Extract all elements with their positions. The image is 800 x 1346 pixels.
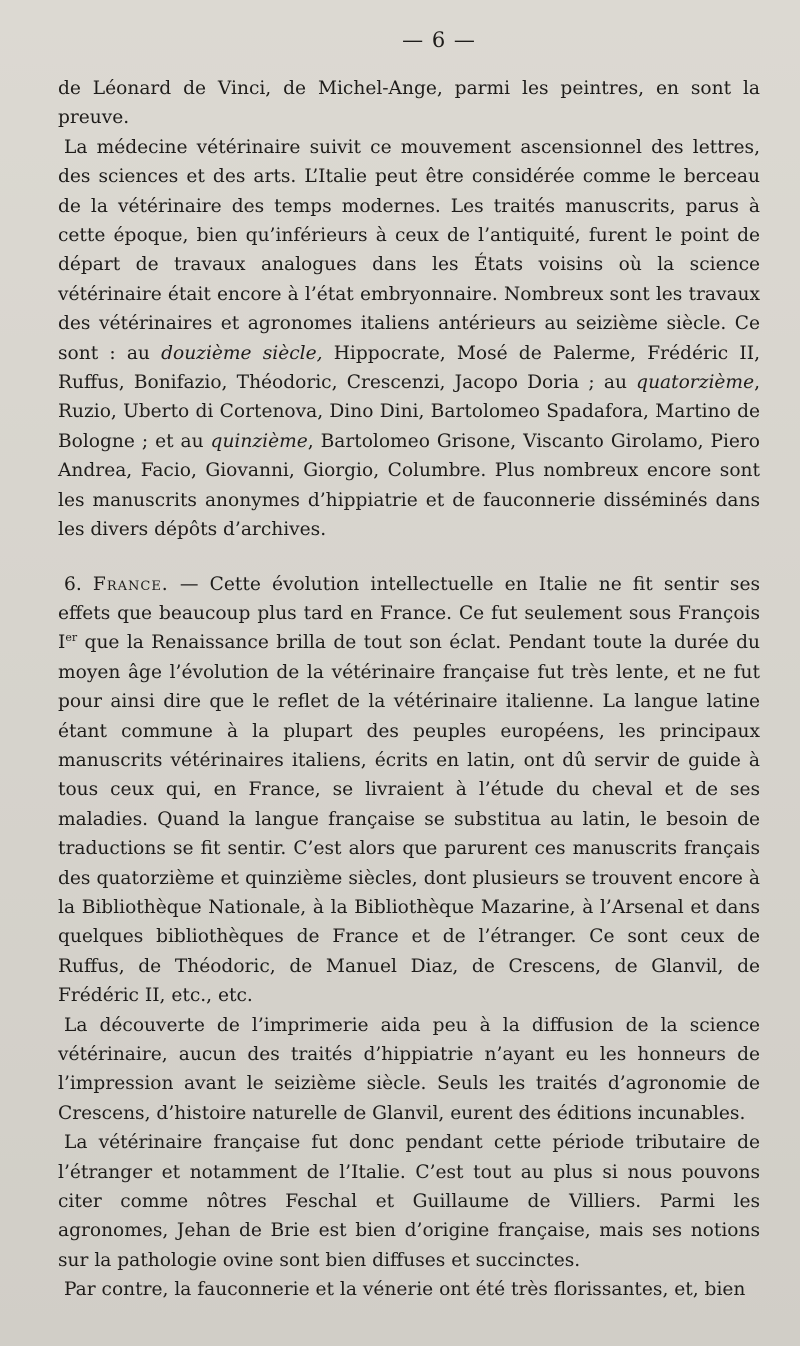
superscript-er: er — [65, 631, 78, 645]
page-number: — 6 — — [402, 28, 476, 52]
italic-quinzieme: quinzième — [210, 430, 308, 452]
section-6-text-a: — Cette évolution intellectuelle en Italie ne fit sentir ses effets que beaucoup plus tard en France. Ce fut seulement sous François I — [58, 573, 760, 654]
paragraph-2-text-c: , Ruzio, Uberto di Cortenova, Dino Dini, Bartolomeo Spadafora, Martino de Bologne ; et au — [58, 372, 760, 452]
paragraph-4-text: La découverte de l’imprimerie aida peu à la diffusion de la science vétérinaire, aucun des traités d’hippiatrie n’ayant eu les honneurs de l’impression avant le seizième siècle. Seuls les traités d’agronomie de Crescens, d’histoire naturelle de Glanvil, eurent des éditions incunables. — [58, 1014, 760, 1124]
section-6-text-b: que la Renaissance brilla de tout son éclat. Pendant toute la durée du moyen âge l’évolution de la vétérinaire française fut très lente, et ne fut pour ainsi dire que le reflet de la vétérinaire italienne. La langue latine étant commune à la plupart des peuples européens, les principaux manuscrits vétérinaires italiens, écrits en latin, ont dû servir de guide à tous ceux qui, en France, se livraient à l’étude du cheval et de ses maladies. Quand la langue française se substitua au latin, le besoin de traductions se fit sentir. C’est alors que parurent ces manuscrits français des quatorzième et quinzième siècles, dont plusieurs se trouvent encore à la Bibliothèque Nationale, à la Bibliothèque Mazarine, à l’Arsenal et dans quelques bibliothèques de France et de l’étranger. Ce sont ceux de Ruffus, de Théodoric, de Manuel Diaz, de Crescens, de Glanvil, de Frédéric II, etc., etc. — [58, 632, 760, 1007]
italic-douzieme: douzième siècle, — [161, 342, 323, 364]
paragraph-tributary — [58, 1128, 760, 1275]
paragraph-2-text-b: Hippocrate, Mosé de Palerme, Frédéric II, Ruffus, Bonifazio, Théodoric, Crescenzi, Jacopo Doria ; au — [58, 342, 760, 394]
section-heading: France. — [92, 573, 169, 595]
paragraph-falconry — [58, 1275, 760, 1304]
paragraph-continuation — [58, 74, 760, 133]
paragraph-1-text: de Léonard de Vinci, de Michel-Ange, parmi les peintres, en sont la preuve. — [58, 78, 760, 129]
paragraph-2-text-a: La médecine vétérinaire suivit ce mouvement ascensionnel des lettres, des sciences et des arts. L’Italie peut être considérée comme le berceau de la vétérinaire des temps modernes. Les traités manuscrits, parus à cette époque, bien qu’inférieurs à ceux de l’antiquité, furent le point de départ de travaux analogues dans les États voisins où la science vétérinaire était encore à l’état embryonnaire. Nombreux sont les travaux des vétérinaires et agronomes italiens antérieurs au seizième siècle. Ce sont : au — [58, 136, 760, 364]
paragraph-5-text: La vétérinaire française fut donc pendant cette période tributaire de l’étranger et notamment de l’Italie. C’est tout au plus si nous pouvons citer comme nôtres Feschal et Guillaume de Villiers. Parmi les agronomes, Jehan de Brie est bien d’origine française, mais ses notions sur la pathologie ovine sont bien diffuses et succinctes. — [58, 1132, 760, 1271]
italic-quatorzieme: quatorzième — [636, 372, 755, 394]
paragraph-printing — [58, 1011, 760, 1129]
section-6-france — [58, 570, 760, 1011]
paragraph-6-text: Par contre, la fauconnerie et la vénerie ont été très florissantes, et, bien — [64, 1279, 746, 1301]
paragraph-italy — [58, 133, 760, 545]
section-number: 6. — [64, 573, 93, 595]
paragraph-2-text-d: , Bartolomeo Grisone, Viscanto Girolamo, Piero Andrea, Facio, Giovanni, Giorgio, Columbre. Plus nombreux encore sont les manuscrits anonymes d’hippiatrie et de fauconnerie disséminés dans les divers dépôts d’archives. — [58, 430, 760, 541]
